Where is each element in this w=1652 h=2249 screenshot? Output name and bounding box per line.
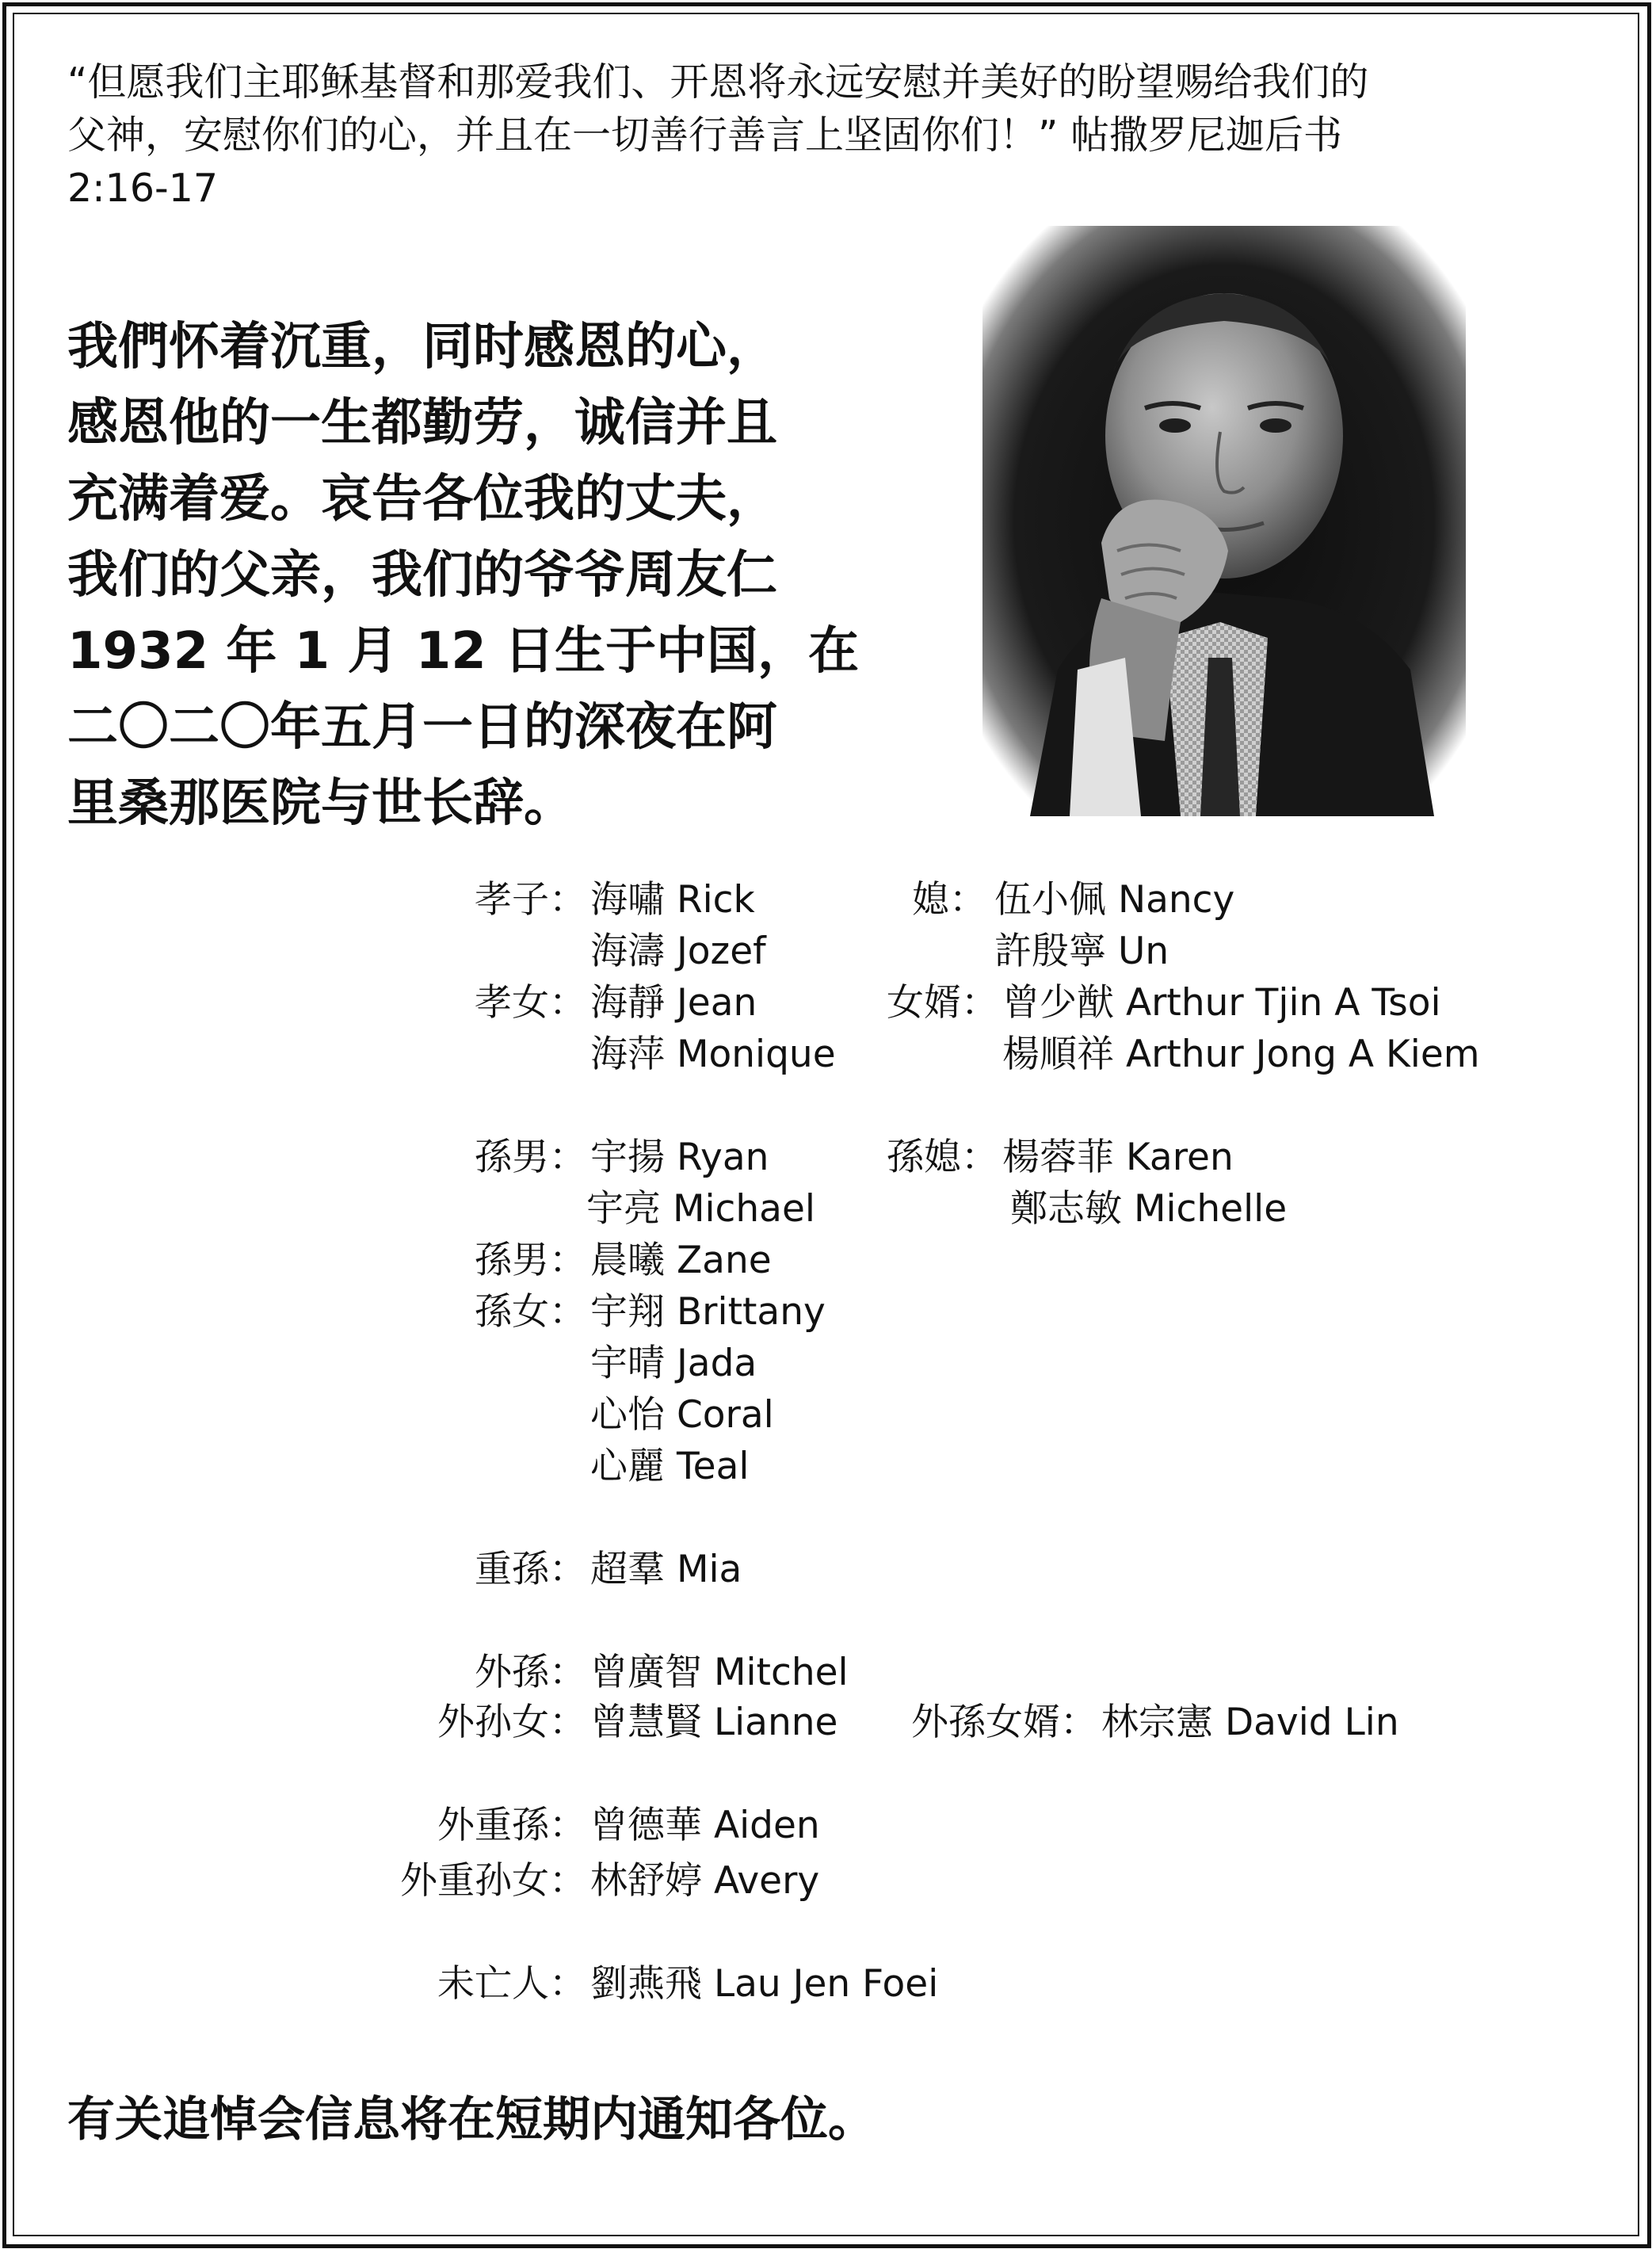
outer-grandson-in-law-label: 外孫女婿：: [911, 1701, 1097, 1744]
great-grandchild-name: 超羣 Mia: [590, 1548, 742, 1591]
daughter-name: 海萍 Monique: [590, 1033, 836, 1076]
announcement-line: 我們怀着沉重，同时感恩的心，: [67, 318, 777, 376]
announcement-line: 1932 年 1 月 12 日生于中国，在: [67, 622, 860, 681]
outer-grandson-in-law-name: 林宗憲 David Lin: [1101, 1701, 1399, 1744]
widow-name: 劉燕飛 Lau Jen Foei: [590, 1962, 939, 2006]
grandson-name: 宇揚 Ryan: [590, 1136, 769, 1179]
outer-grandson-label: 外孫：: [475, 1651, 586, 1694]
son-name: 海濤 Jozef: [590, 930, 766, 973]
great-grandchild-label: 重孫：: [475, 1548, 586, 1591]
announcement-line: 感恩他的一生都勤劳，诚信并且: [67, 394, 777, 452]
son-name: 海嘯 Rick: [590, 878, 755, 922]
verse-reference: 2:16-17: [67, 166, 219, 211]
portrait-photo: [982, 226, 1466, 816]
grandsons2-label: 孫男：: [475, 1239, 586, 1282]
widow-label: 未亡人：: [437, 1962, 586, 2006]
grandson-name: 晨曦 Zane: [590, 1239, 772, 1282]
announcement-line: 充满着爱。哀告各位我的丈夫，: [67, 470, 777, 529]
granddaughter-name: 宇翔 Brittany: [590, 1290, 826, 1334]
outer-great-grandson-label: 外重孫：: [437, 1804, 586, 1847]
bible-verse: [67, 55, 1604, 215]
outer-granddaughter-label: 外孙女：: [437, 1701, 586, 1744]
granddaughters-label: 孫女：: [475, 1290, 586, 1334]
obituary-announcement: [67, 309, 860, 842]
verse-line: 父神，安慰你们的心，并且在一切善行善言上坚固你们！” 帖撒罗尼迦后书: [67, 113, 1342, 158]
memorial-notice: 有关追悼会信息将在短期内通知各位。: [67, 2092, 876, 2148]
daughters-in-law-label: 媳：: [912, 878, 986, 922]
daughter-name: 海靜 Jean: [590, 981, 757, 1025]
granddaughter-name: 心麗 Teal: [590, 1445, 750, 1488]
daughter-in-law-name: 伍小佩 Nancy: [994, 878, 1235, 922]
announcement-line: 二〇二〇年五月一日的深夜在阿: [67, 698, 777, 757]
granddaughter-in-law-name: 鄭志敏 Michelle: [1010, 1187, 1288, 1231]
announcement-line: 我们的父亲，我们的爷爷周友仁: [67, 546, 777, 605]
granddaughter-name: 心怡 Coral: [590, 1393, 774, 1437]
son-in-law-name: 曾少猷 Arthur Tjin A Tsoi: [1002, 981, 1441, 1025]
announcement-line: 里桑那医院与世长辞。: [67, 774, 574, 833]
grandsons-label: 孫男：: [475, 1136, 586, 1179]
granddaughter-name: 宇晴 Jada: [590, 1342, 757, 1385]
son-in-law-name: 楊順祥 Arthur Jong A Kiem: [1002, 1033, 1480, 1076]
outer-great-grandson-name: 曾德華 Aiden: [590, 1804, 820, 1847]
outer-great-granddaughter-name: 林舒婷 Avery: [590, 1859, 820, 1903]
grandson-name: 宇亮 Michael: [586, 1187, 815, 1231]
outer-great-granddaughter-label: 外重孙女：: [400, 1859, 586, 1903]
sons-in-law-label: 女婿：: [887, 981, 998, 1025]
sons-label: 孝子：: [475, 878, 586, 922]
daughters-label: 孝女：: [475, 981, 586, 1025]
daughter-in-law-name: 許殷寧 Un: [994, 930, 1169, 973]
granddaughters-in-law-label: 孫媳：: [887, 1136, 998, 1179]
outer-grandson-name: 曾廣智 Mitchel: [590, 1651, 849, 1694]
verse-line: “但愿我们主耶稣基督和那爱我们、开恩将永远安慰并美好的盼望赐给我们的: [67, 59, 1369, 105]
granddaughter-in-law-name: 楊蓉菲 Karen: [1002, 1136, 1234, 1179]
outer-granddaughter-name: 曾慧賢 Lianne: [590, 1701, 838, 1744]
